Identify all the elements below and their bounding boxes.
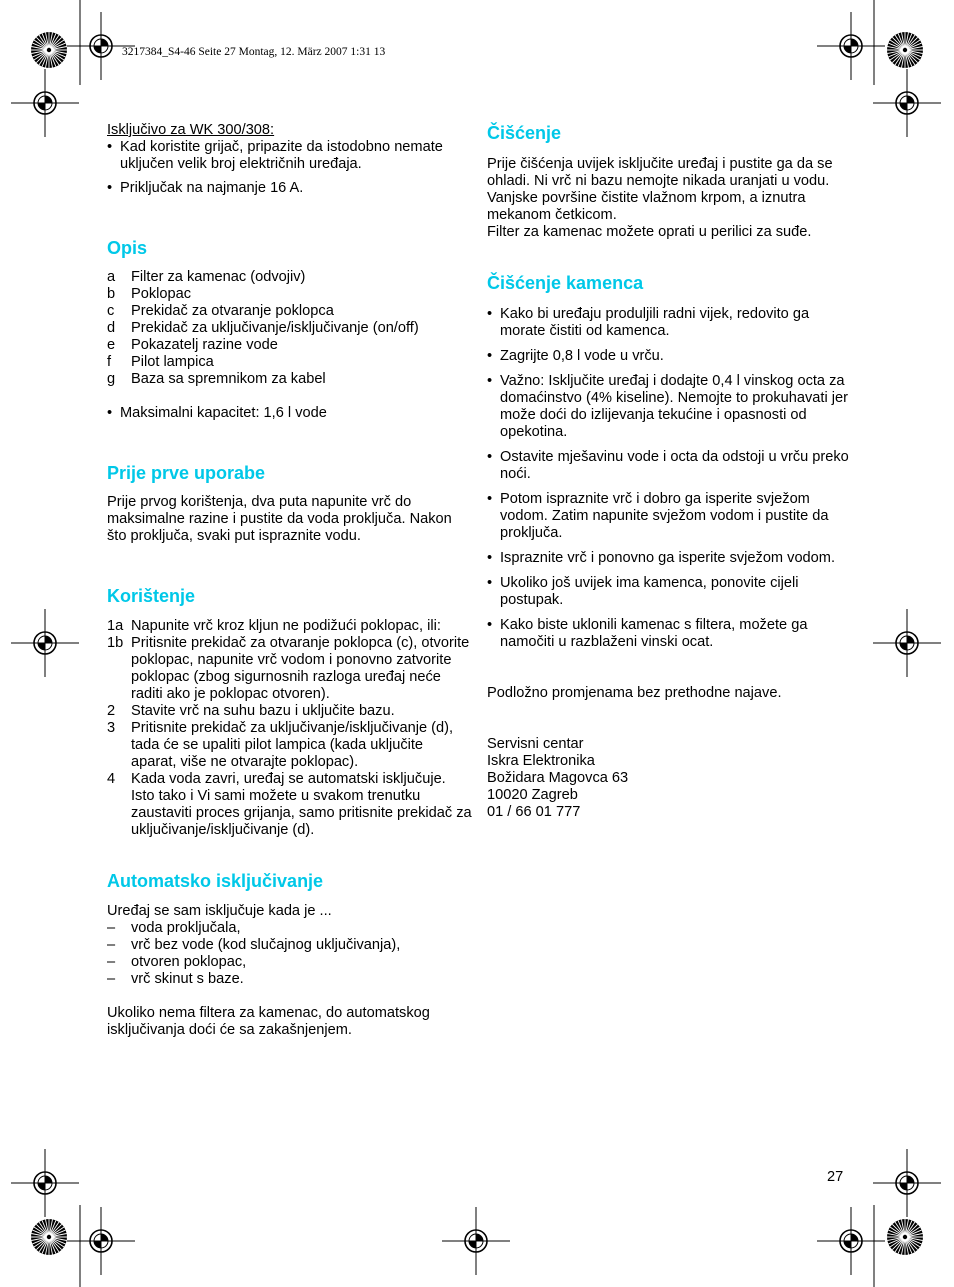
intro-title: Isključivo za WK 300/308: bbox=[107, 122, 275, 138]
registration-cross-icon bbox=[442, 1207, 510, 1275]
descaling-list bbox=[487, 306, 852, 651]
section-heading-ciscenje: Čišćenje bbox=[487, 123, 562, 143]
prije-text: Prije prvog korištenja, dva puta napunite vrč do maksimalne razine i pustite da voda proključa. Nakon što proključa, svaki put ispraznite vodu. bbox=[107, 494, 452, 544]
list-item: a Filter za kamenac (odvojiv) bbox=[107, 269, 306, 285]
print-slug: 3217384_S4-46 Seite 27 Montag, 12. März 2007 1:31 13 bbox=[122, 46, 386, 58]
service-line: 10020 Zagreb bbox=[487, 787, 578, 803]
list-item: g Baza sa spremnikom za kabel bbox=[107, 371, 326, 387]
sunburst-mark-icon bbox=[887, 1219, 923, 1255]
list-item: – vrč bez vode (kod slučajnog uključivanja), bbox=[107, 937, 401, 953]
service-line: Iskra Elektronika bbox=[487, 753, 595, 769]
list-item: 1b Pritisnite prekidač za otvaranje poklopca (c), otvorite poklopac, napunite vrč vodom i ponovno zatvorite poklopac (zbog sigurnosnih razloga uređaj neće raditi ako je poklopac otvoren). bbox=[107, 635, 470, 702]
list-item: • Ostavite mješavinu vode i octa da odstoji u vrču preko noći. bbox=[487, 449, 849, 482]
registration-cross-icon bbox=[873, 609, 941, 677]
registration-cross-icon bbox=[873, 1149, 941, 1217]
section-heading-koristenje: Korištenje bbox=[107, 586, 196, 606]
list-item: e Pokazatelj razine vode bbox=[107, 337, 278, 353]
registration-cross-icon bbox=[11, 69, 79, 137]
service-address bbox=[487, 736, 852, 821]
list-item: • Zagrijte 0,8 l vode u vrču. bbox=[487, 348, 664, 364]
sunburst-mark-icon bbox=[887, 32, 923, 68]
list-item: – vrč skinut s baze. bbox=[107, 971, 244, 987]
list-item: • Kako bi uređaju produljili radni vijek, redovito ga morate čistiti od kamenca. bbox=[487, 306, 810, 339]
list-item: 4 Kada voda zavri, uređaj se automatski isključuje. Isto tako i Vi sami možete u svakom trenutku zaustaviti proces grijanja, samo pritisnite prekidač za uključivanje/isključivanje (d). bbox=[107, 771, 472, 838]
list-item: – otvoren poklopac, bbox=[107, 954, 247, 970]
list-item: • Kako biste uklonili kamenac s filtera, možete ga namočiti u razblaženi vinski ocat. bbox=[487, 617, 808, 650]
sunburst-mark-icon bbox=[31, 32, 67, 68]
registration-cross-icon bbox=[67, 1207, 135, 1275]
list-item: • Važno: Isključite uređaj i dodajte 0,4 l vinskog octa za domaćinstvo (4% kiseline). Nemojte to prokuhavati jer može doći do izlijevanja tekućine i opasnosti od opekotina. bbox=[487, 373, 848, 440]
sunburst-mark-icon bbox=[31, 1219, 67, 1255]
automatsko-intro: Uređaj se sam isključuje kada je ... bbox=[107, 903, 332, 919]
section-heading-kamenac: Čišćenje kamenca bbox=[487, 273, 644, 293]
list-item: f Pilot lampica bbox=[107, 354, 214, 370]
list-item: • Ukoliko još uvijek ima kamenca, ponovite cijeli postupak. bbox=[487, 575, 799, 608]
list-item: • Maksimalni kapacitet: 1,6 l vode bbox=[107, 405, 327, 421]
registration-cross-icon bbox=[873, 69, 941, 137]
ciscenje-filter-text: Filter za kamenac možete oprati u perilici za suđe. bbox=[487, 224, 812, 240]
list-item: • Kad koristite grijač, pripazite da istodobno nemate uključen velik broj električnih uređaja. bbox=[107, 139, 443, 172]
service-line: Servisni centar bbox=[487, 736, 584, 752]
left-column bbox=[107, 122, 472, 1039]
service-line: 01 / 66 01 777 bbox=[487, 804, 581, 820]
list-item: 1a Napunite vrč kroz kljun ne podižući poklopac, ili: bbox=[107, 618, 441, 634]
registration-cross-icon bbox=[817, 1207, 885, 1275]
steps-list bbox=[107, 618, 472, 839]
registration-cross-icon bbox=[11, 609, 79, 677]
list-item: b Poklopac bbox=[107, 286, 192, 302]
section-heading-opis: Opis bbox=[107, 238, 148, 258]
page-number: 27 bbox=[827, 1169, 844, 1185]
list-item: d Prekidač za uključivanje/isključivanje (on/off) bbox=[107, 320, 419, 336]
registration-cross-icon bbox=[817, 12, 885, 80]
ciscenje-text: Prije čišćenja uvijek isključite uređaj i pustite ga da se ohladi. Ni vrč ni bazu nemojte nikada uranjati u vodu. Vanjske površine čistite vlažnom krpom, a iznutra mekanom četkicom. bbox=[487, 156, 833, 223]
registration-cross-icon bbox=[11, 1149, 79, 1217]
list-item: c Prekidač za otvaranje poklopca bbox=[107, 303, 334, 319]
list-item: • Ispraznite vrč i ponovno ga isperite svježom vodom. bbox=[487, 550, 836, 566]
change-notice: Podložno promjenama bez prethodne najave. bbox=[487, 685, 782, 701]
list-item: • Priključak na najmanje 16 A. bbox=[107, 180, 304, 196]
list-item: – voda proključala, bbox=[107, 920, 241, 936]
section-heading-prije: Prije prve uporabe bbox=[107, 463, 266, 483]
section-heading-automatsko: Automatsko isključivanje bbox=[107, 871, 324, 891]
list-item: 3 Pritisnite prekidač za uključivanje/isključivanje (d), tada će se upaliti pilot lampica (kada uključite aparat, više ne otvarajte poklopac). bbox=[107, 720, 454, 770]
automatsko-note: Ukoliko nema filtera za kamenac, do automatskog isključivanja doći će sa zakašnjenjem. bbox=[107, 1005, 430, 1038]
parts-list bbox=[107, 269, 472, 388]
right-column bbox=[487, 122, 852, 821]
service-line: Božidara Magovca 63 bbox=[487, 770, 629, 786]
list-item: • Potom ispraznite vrč i dobro ga isperite svježom vodom. Zatim napunite svježom vodom i pustite da proključa. bbox=[487, 491, 829, 541]
list-item: 2 Stavite vrč na suhu bazu i uključite bazu. bbox=[107, 703, 395, 719]
